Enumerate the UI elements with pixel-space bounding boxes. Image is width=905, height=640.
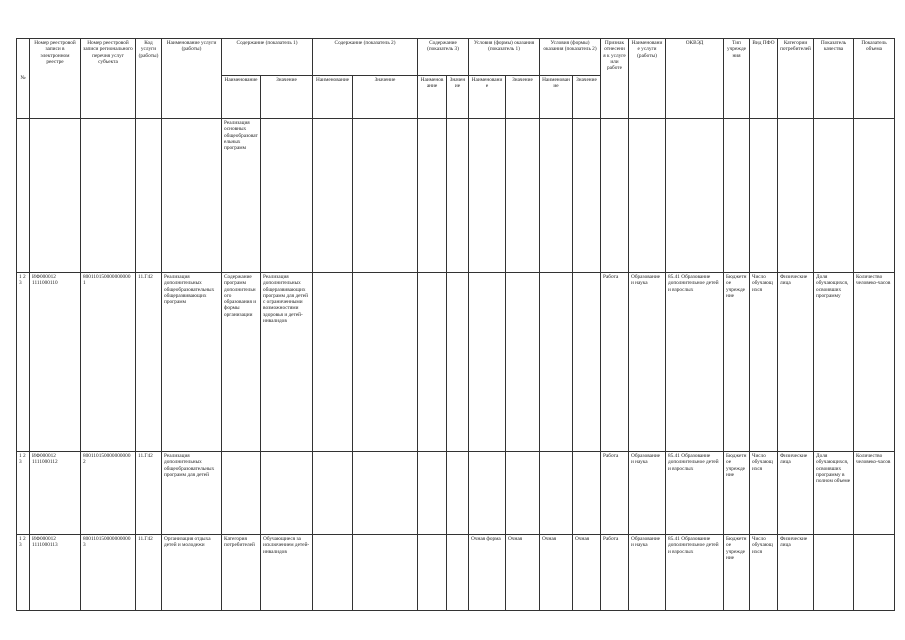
cell-cat: Физические лица: [778, 535, 814, 611]
sub-c3-name: Наименование: [418, 76, 447, 119]
col-reg-num: Номер реестровой записи в электронном реестре: [30, 39, 81, 119]
col-type-org: Тип учреждения: [724, 39, 750, 119]
col-cond1: Условия (формы) оказания (показатель 1): [469, 39, 540, 76]
cell-quality: [814, 535, 854, 611]
cell-quality: Доля обучающихся, освоивших программу: [814, 273, 854, 452]
cell-cat: Физические лица: [778, 273, 814, 452]
cell-sign: Работа: [601, 273, 629, 452]
cell-reg2: 8001101500000000001: [81, 273, 136, 452]
cell-code: 11.Г42: [136, 535, 162, 611]
cell-volume: Количество человеко-часов: [854, 452, 895, 535]
col-quality: Показатель качества: [814, 39, 854, 119]
cell-okved: 85.41 Образование дополнительное детей и взрослых: [666, 452, 724, 535]
cell-volume: Количество человеко-часов: [854, 273, 895, 452]
sub-c1-value: Значение: [261, 76, 313, 119]
sub-cond2-value: Значение: [573, 76, 601, 119]
table-row: [17, 535, 895, 611]
col-okved: ОКВЭД: [666, 39, 724, 119]
cell-cond2-name: Очная: [540, 535, 573, 611]
col-content2: Содержание (показатель 2): [313, 39, 418, 76]
sub-c2-name: Наименование: [313, 76, 353, 119]
col-content1: Содержание (показатель 1): [222, 39, 313, 76]
cell-okved: 85.41 Образование дополнительное детей и взрослых: [666, 535, 724, 611]
cell-sphere: Образование и наука: [629, 535, 666, 611]
cell-c1-value: Реализация основных общеобразовательных программ: [222, 119, 261, 273]
cell-sign: Работа: [601, 535, 629, 611]
cell-cond1-name: Очная форма: [469, 535, 506, 611]
cell-volume: [854, 535, 895, 611]
cell-sphere: Образование и наука: [629, 452, 666, 535]
cell-sign: Работа: [601, 452, 629, 535]
cell-sphere: Образование и наука: [629, 273, 666, 452]
cell-reg2: 8001101500000000003: [81, 535, 136, 611]
cell-num: 1 2 3: [17, 273, 30, 452]
col-sphere: Наименование услуги (работы): [629, 39, 666, 119]
cell-c1-name: Содержание программ дополнительного образования и формы организации: [222, 273, 261, 452]
cell-reg: ИФ000012 1111000112: [30, 452, 81, 535]
cell-code: 11.Г42: [136, 452, 162, 535]
sub-cond2-name: Наименование: [540, 76, 573, 119]
col-name: Наименование услуги (работы): [162, 39, 222, 119]
cell-cat: Физические лица: [778, 452, 814, 535]
sub-c3-value: Значение: [447, 76, 469, 119]
cell-reg: ИФ000012 1111000113: [30, 535, 81, 611]
cell-type: Бюджетное учреждение: [724, 535, 750, 611]
cell-type: Бюджетное учреждение: [724, 273, 750, 452]
col-reg-num-subject: Номер реестровой записи регионального перечня услуг субъекта: [81, 39, 136, 119]
table-row: [17, 452, 895, 535]
cell-pfo: Число обучающихся: [750, 273, 778, 452]
cell-pfo: Число обучающихся: [750, 452, 778, 535]
col-content3: Содержание (показатель 3): [418, 39, 469, 76]
sub-c1-name: Наименование: [222, 76, 261, 119]
cell-name: Организация отдыха детей и молодежи: [162, 535, 222, 611]
registry-table: [16, 38, 895, 611]
cell-name: Реализация дополнительных общеобразовательных программ для детей: [162, 452, 222, 535]
col-volume: Показатель объема: [854, 39, 895, 119]
cell-num: 1 2 3: [17, 535, 30, 611]
cell-code: 11.Г42: [136, 273, 162, 452]
cell-reg: ИФ000012 1111000110: [30, 273, 81, 452]
cell-reg2: 8001101500000000002: [81, 452, 136, 535]
cell-c1-value: Реализация дополнительных общеразвивающих программ для детей с ограниченными возможностями здоровья и детей-инвалидов: [261, 273, 313, 452]
cell-okved: 85.41 Образование дополнительное детей и взрослых: [666, 273, 724, 452]
col-vid-pfo: Вид ПФО: [750, 39, 778, 119]
col-code: Код услуги (работы): [136, 39, 162, 119]
cell-cond2-value: Очная: [573, 535, 601, 611]
sub-c2-value: Значение: [353, 76, 418, 119]
cell-type: Бюджетное учреждение: [724, 452, 750, 535]
cell-c1-value: Обучающиеся за исключением детей-инвалидов: [261, 535, 313, 611]
cell-name: Реализация дополнительных общеобразовательных общеразвивающих программ: [162, 273, 222, 452]
cell-quality: Доля обучающихся, освоивших программу в полном объеме: [814, 452, 854, 535]
table-row: [17, 273, 895, 452]
col-cond2: Условия (формы) оказания (показатель 2): [540, 39, 601, 76]
sub-cond1-name: Наименование: [469, 76, 506, 119]
sub-cond1-value: Значение: [506, 76, 540, 119]
cell-c1-name: Категория потребителей: [222, 535, 261, 611]
col-sign: Признак отнесения к услуге или работе: [601, 39, 629, 119]
cell-pfo: Число обучающихся: [750, 535, 778, 611]
cell-num: 1 2 3: [17, 452, 30, 535]
col-num: №: [17, 39, 30, 119]
col-category: Категории потребителей: [778, 39, 814, 119]
cell-cond1-value: Очная: [506, 535, 540, 611]
table-row: [17, 119, 895, 273]
